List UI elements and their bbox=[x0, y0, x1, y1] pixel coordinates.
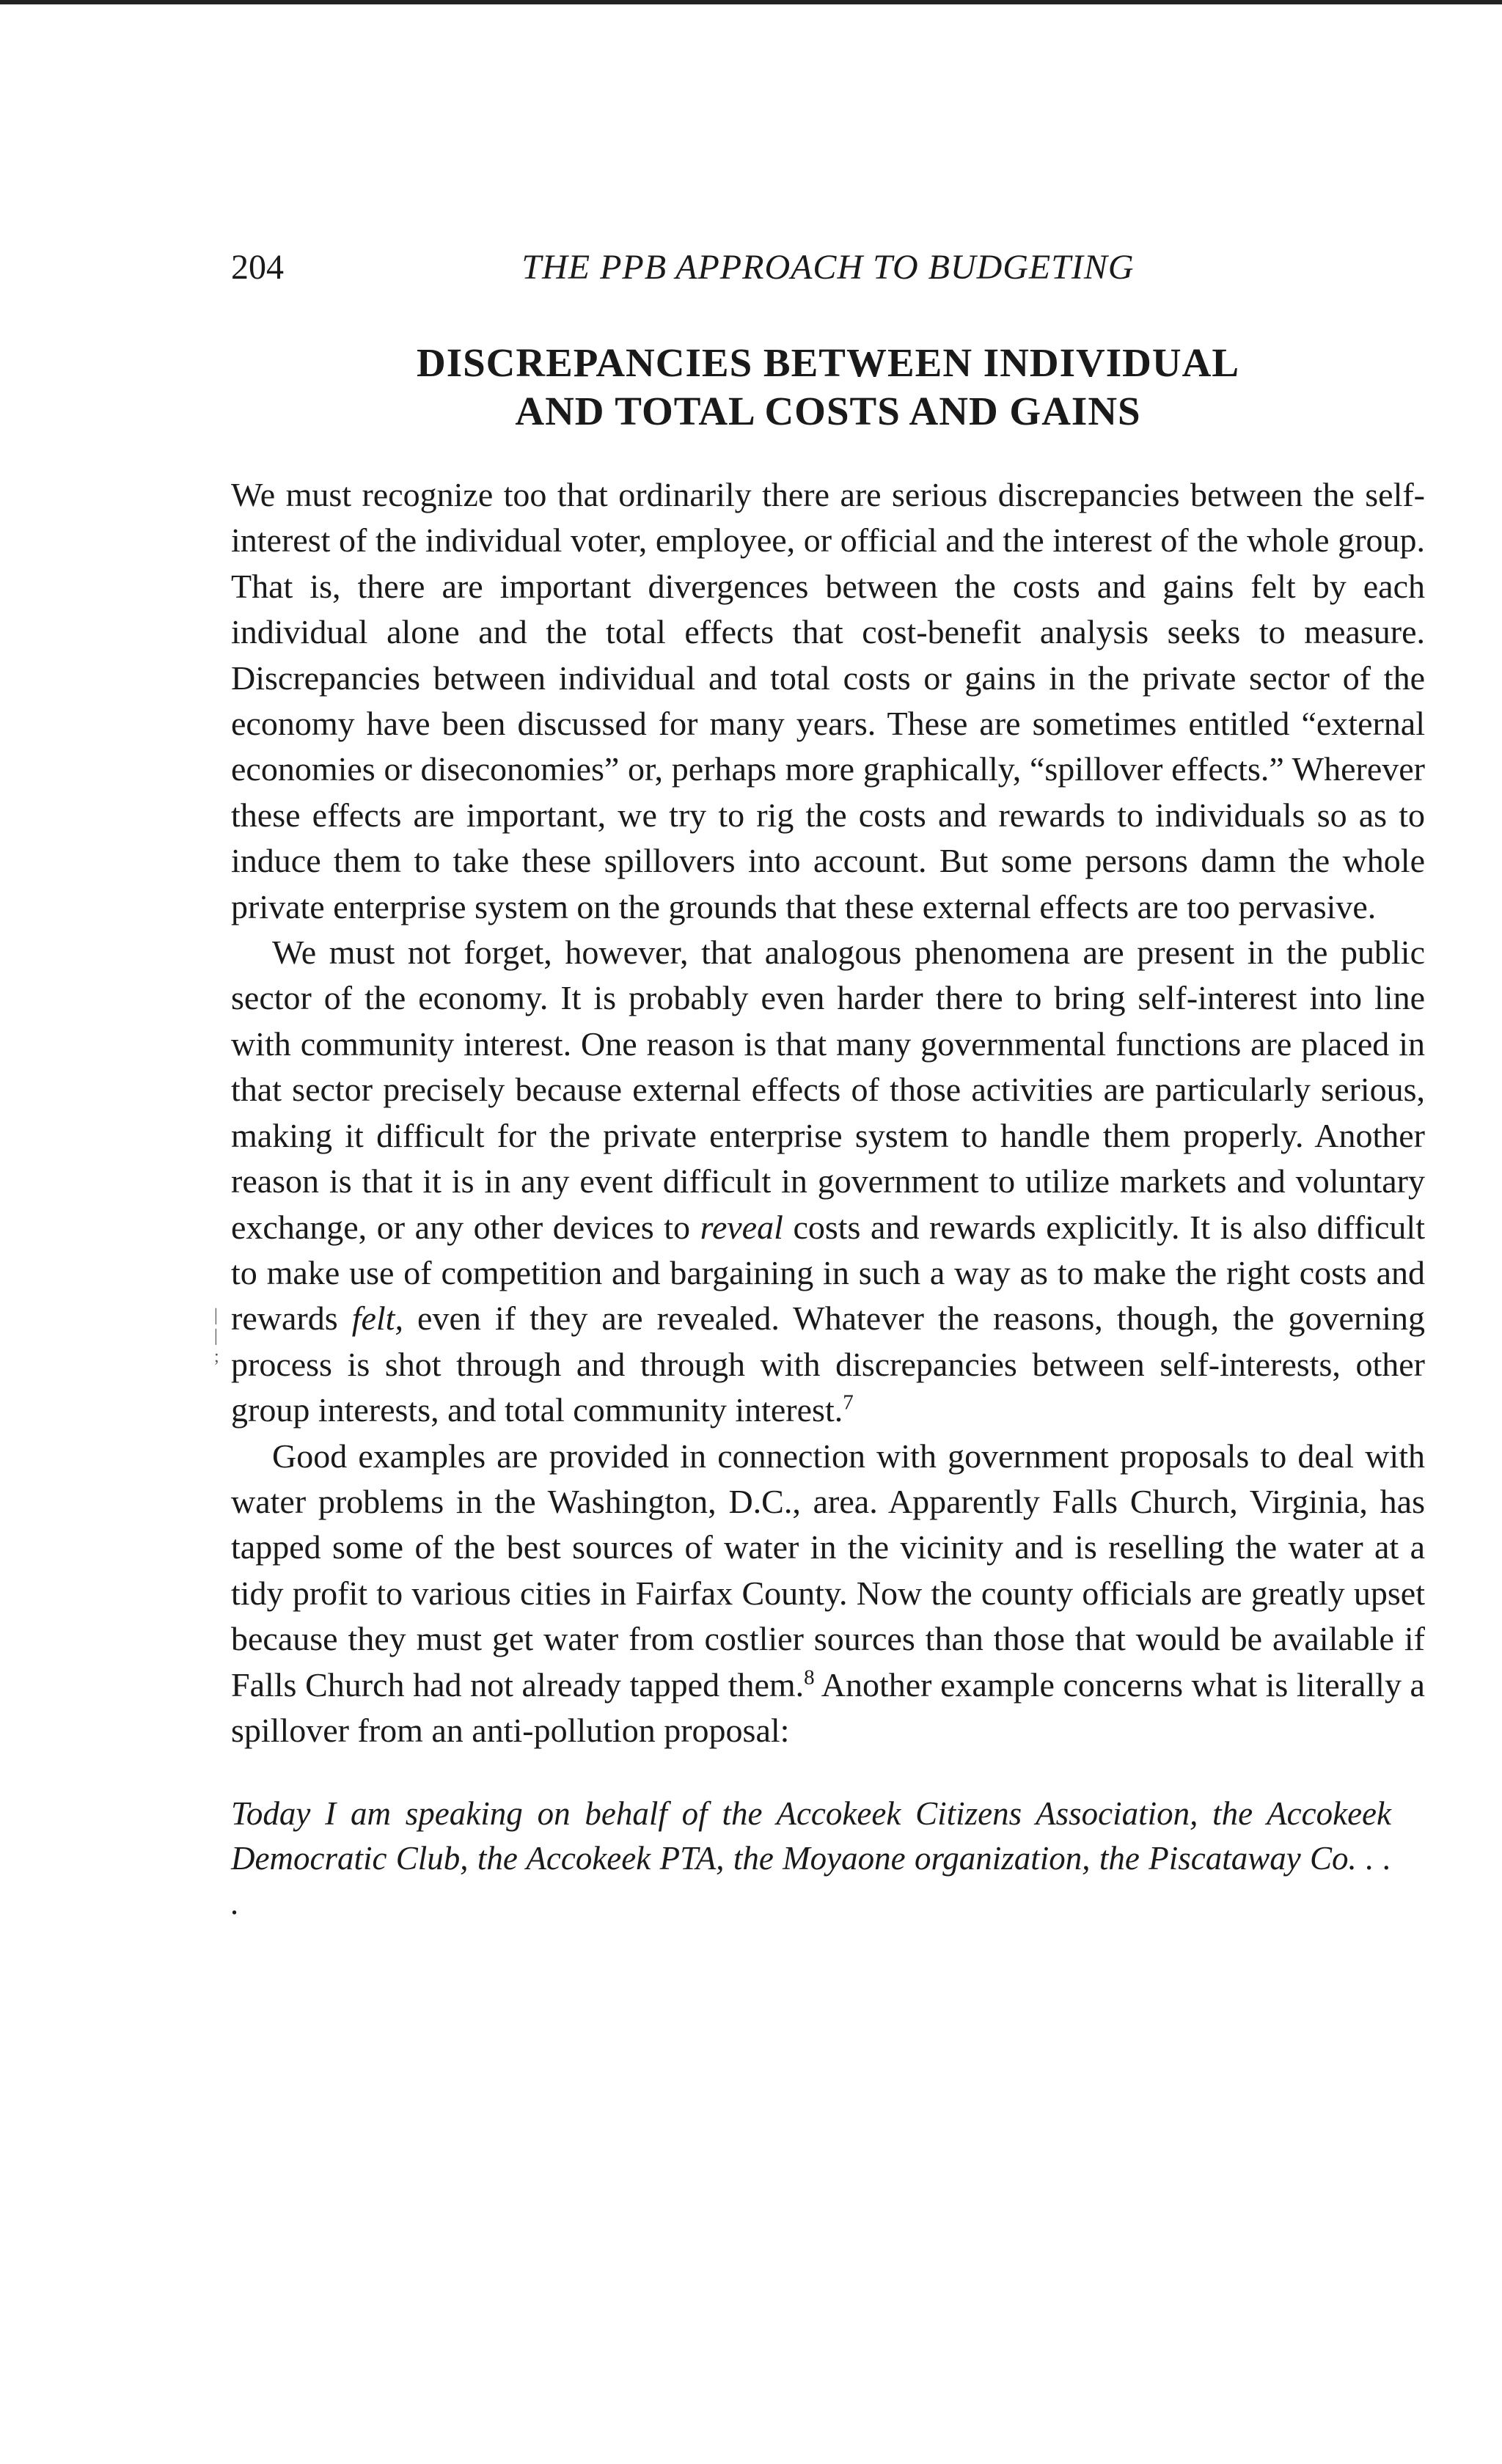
body-text bbox=[231, 472, 1425, 1753]
emphasis-reveal: reveal bbox=[700, 1208, 783, 1246]
running-head bbox=[231, 242, 1425, 293]
paragraph-2-text-c: even if they are revealed. Whatever the reasons, though, the governing process is shot through and through with discrepancies between self-interests, other group interests, and total community interest. bbox=[231, 1299, 1425, 1429]
paragraph-3-text-b: Another example concerns what is literally a spillover from an anti-pollution proposal: bbox=[231, 1665, 1425, 1749]
paragraph-2-text-a: We must not forget, however, that analogous phenomena are present in the public sector of the economy. It is probably even harder there to bring self-interest into line with community interest. One reason is that many governmental functions are placed in that sector precisely because external effects of those activities are particularly serious, making it difficult for the private enterprise system to handle them properly. Another reason is that it is in any event difficult in government to utilize markets and voluntary exchange, or any other devices to bbox=[231, 934, 1425, 1246]
paragraph-3 bbox=[231, 1434, 1425, 1754]
top-border-rule bbox=[0, 0, 1502, 4]
footnote-ref-7: 7 bbox=[843, 1390, 854, 1415]
paragraph-1-text: We must recognize too that ordinarily there are serious discrepancies between the self-interest of the individual voter, employee, or official and the interest of the whole group. That is, there are important divergences between the costs and gains felt by each individual alone and the total effects that cost-benefit analysis seeks to measure. Discrepancies between individual and total costs or gains in the private sector of the economy have been discussed for many years. These are sometimes entitled “external economies or diseconomies” or, perhaps more graphically, “spillover effects.” Wherever these effects are important, we try to rig the costs and rewards to individuals so as to induce them to take these spillovers into account. But some persons damn the whole private enterprise system on the grounds that these external effects are too pervasive. bbox=[231, 476, 1425, 925]
paragraph-2-text-b: costs and rewards explicitly. It is also difficult to make use of competition and bargaining in such a way as to make the right costs and rewards bbox=[231, 1208, 1425, 1338]
gutter-marks: | | ; bbox=[214, 1306, 219, 1366]
page-number: 204 bbox=[231, 248, 284, 287]
section-heading-line-1: DISCREPANCIES BETWEEN INDIVIDUAL bbox=[416, 340, 1240, 385]
paragraph-3-text-a: Good examples are provided in connection with government proposals to deal with water problems in the Washington, D.C., area. Apparently Falls Church, Virginia, has tapped some of the best sources of water in the vicinity and is reselling the water at a tidy profit to various cities in Fairfax County. Now the county officials are greatly upset because they must get water from costlier sources than those that would be available if Falls Church had not already tapped them. bbox=[231, 1437, 1425, 1704]
emphasis-felt: felt, bbox=[351, 1299, 403, 1338]
section-heading-line-2: AND TOTAL COSTS AND GAINS bbox=[515, 389, 1141, 433]
paragraph-1 bbox=[231, 472, 1425, 930]
running-title: THE PPB APPROACH TO BUDGETING bbox=[521, 248, 1135, 287]
footnote-ref-8: 8 bbox=[804, 1665, 815, 1690]
block-quote: Today I am speaking on behalf of the Accokeek Citizens Association, the Accokeek Democratic Club, the Accokeek PTA, the Moyaone organization, the Piscataway Co. . . . bbox=[231, 1795, 1391, 1922]
paragraph-2 bbox=[231, 930, 1425, 1433]
book-page bbox=[231, 242, 1425, 1926]
section-heading bbox=[231, 339, 1425, 436]
